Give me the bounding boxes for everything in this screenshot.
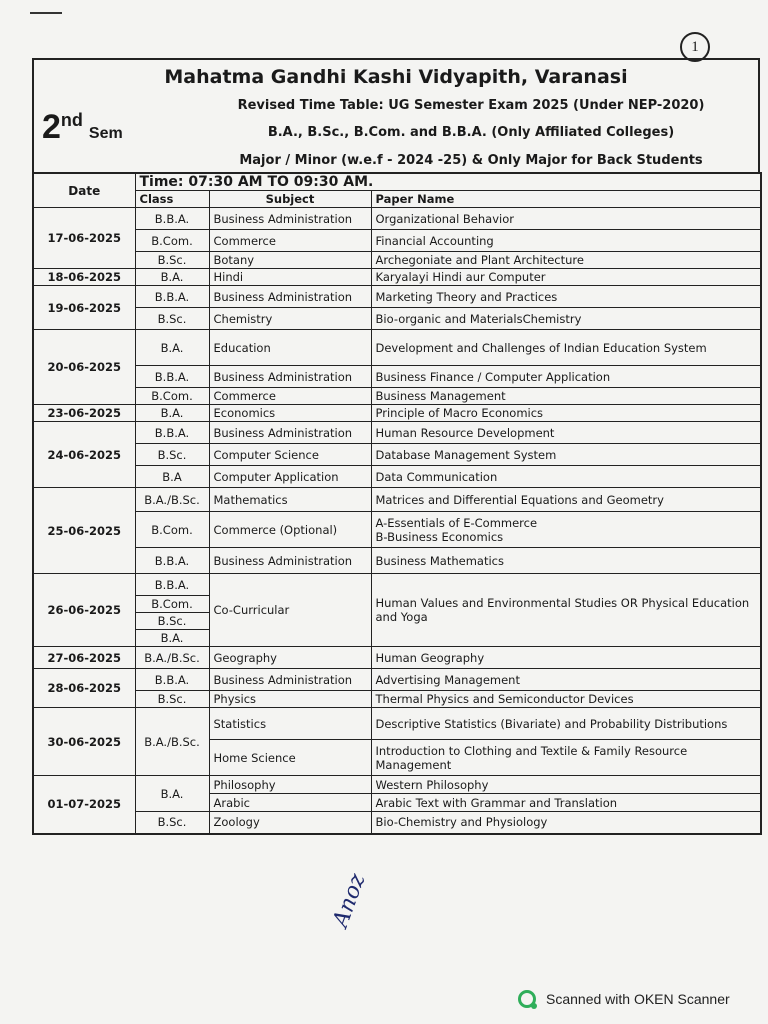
class-cell: B.Sc.	[135, 613, 209, 630]
class-cell: B.B.A.	[135, 366, 209, 388]
paper-name-cell: Principle of Macro Economics	[371, 405, 761, 422]
document-header	[32, 58, 760, 172]
semester-label	[42, 108, 123, 147]
paper-name-cell: Advertising Management	[371, 669, 761, 691]
paper-name-cell: Archegoniate and Plant Architecture	[371, 252, 761, 269]
table-row	[33, 574, 761, 596]
class-cell: B.Sc.	[135, 812, 209, 834]
column-header-date: Date	[33, 173, 135, 208]
timetable-document	[32, 58, 760, 835]
date-cell: 26-06-2025	[33, 574, 135, 647]
paper-name-cell: Bio-organic and MaterialsChemistry	[371, 308, 761, 330]
class-cell: B.A./B.Sc.	[135, 708, 209, 776]
table-row	[33, 776, 761, 794]
table-row	[33, 405, 761, 422]
table-row	[33, 691, 761, 708]
subject-cell: Arabic	[209, 794, 371, 812]
date-cell: 28-06-2025	[33, 669, 135, 708]
class-cell: B.A.	[135, 630, 209, 647]
class-cell: B.A	[135, 466, 209, 488]
subject-cell: Business Administration	[209, 669, 371, 691]
scanner-logo-icon	[518, 990, 536, 1008]
table-row	[33, 647, 761, 669]
exam-time: Time: 07:30 AM TO 09:30 AM.	[135, 173, 761, 191]
subject-cell: Commerce	[209, 230, 371, 252]
date-cell: 27-06-2025	[33, 647, 135, 669]
paper-name-cell: Descriptive Statistics (Bivariate) and Probability Distributions	[371, 708, 761, 740]
paper-name-cell: Business Mathematics	[371, 548, 761, 574]
table-row	[33, 512, 761, 548]
scanner-text: Scanned with OKEN Scanner	[546, 991, 730, 1007]
subject-cell: Economics	[209, 405, 371, 422]
paper-name-cell: Development and Challenges of Indian Education System	[371, 330, 761, 366]
paper-name-cell: Arabic Text with Grammar and Translation	[371, 794, 761, 812]
header-line-1: Revised Time Table: UG Semester Exam 2025 (Under NEP-2020)	[237, 98, 705, 113]
table-row	[33, 286, 761, 308]
table-row	[33, 488, 761, 512]
scanner-watermark	[518, 990, 730, 1008]
class-cell: B.A.	[135, 330, 209, 366]
subject-cell: Business Administration	[209, 548, 371, 574]
subject-cell: Statistics	[209, 708, 371, 740]
header-line-2: B.A., B.Sc., B.Com. and B.B.A. (Only Affiliated Colleges)	[267, 125, 675, 140]
timetable	[32, 172, 762, 835]
class-cell: B.Com.	[135, 230, 209, 252]
table-row	[33, 230, 761, 252]
paper-name-cell: Marketing Theory and Practices	[371, 286, 761, 308]
column-header-class: Class	[135, 191, 209, 208]
class-cell: B.Sc.	[135, 308, 209, 330]
table-row	[33, 388, 761, 405]
class-cell: B.B.A.	[135, 548, 209, 574]
class-cell: B.B.A.	[135, 286, 209, 308]
paper-name-cell: Human Geography	[371, 647, 761, 669]
table-row	[33, 708, 761, 740]
class-cell: B.A./B.Sc.	[135, 488, 209, 512]
class-cell: B.Com.	[135, 596, 209, 613]
class-cell: B.B.A.	[135, 208, 209, 230]
paper-name-line: B-Business Economics	[375, 529, 504, 544]
handwritten-signature: Anoz	[328, 870, 371, 931]
date-cell: 01-07-2025	[33, 776, 135, 834]
class-cell: B.B.A.	[135, 669, 209, 691]
column-header-subject: Subject	[209, 191, 371, 208]
subject-cell: Commerce	[209, 388, 371, 405]
subject-cell: Physics	[209, 691, 371, 708]
paper-name-cell: Western Philosophy	[371, 776, 761, 794]
date-cell: 17-06-2025	[33, 208, 135, 269]
paper-name-cell: Organizational Behavior	[371, 208, 761, 230]
table-row	[33, 812, 761, 834]
date-cell: 24-06-2025	[33, 422, 135, 488]
class-cell: B.Sc.	[135, 444, 209, 466]
subject-cell: Computer Science	[209, 444, 371, 466]
class-cell: B.A./B.Sc.	[135, 647, 209, 669]
semester-word: Sem	[88, 125, 123, 142]
class-cell: B.Sc.	[135, 252, 209, 269]
class-cell: B.Sc.	[135, 691, 209, 708]
subject-cell: Hindi	[209, 269, 371, 286]
subject-cell: Business Administration	[209, 366, 371, 388]
paper-name-cell: Introduction to Clothing and Textile & Family Resource Management	[371, 740, 761, 776]
timetable-body	[33, 208, 761, 834]
column-header-paper: Paper Name	[371, 191, 761, 208]
class-cell: B.B.A.	[135, 422, 209, 444]
pen-mark	[30, 12, 62, 14]
subject-cell: Co-Curricular	[209, 574, 371, 647]
table-row	[33, 330, 761, 366]
paper-name-cell: Human Resource Development	[371, 422, 761, 444]
date-cell: 23-06-2025	[33, 405, 135, 422]
date-cell: 25-06-2025	[33, 488, 135, 574]
table-row	[33, 669, 761, 691]
table-row	[33, 422, 761, 444]
subject-cell: Commerce (Optional)	[209, 512, 371, 548]
class-cell: B.A.	[135, 269, 209, 286]
subject-cell: Geography	[209, 647, 371, 669]
class-cell: B.Com.	[135, 512, 209, 548]
subject-cell: Education	[209, 330, 371, 366]
semester-suffix: nd	[60, 110, 83, 130]
subject-cell: Business Administration	[209, 208, 371, 230]
paper-name-cell: Matrices and Differential Equations and Geometry	[371, 488, 761, 512]
subject-cell: Philosophy	[209, 776, 371, 794]
page-number-mark: 1	[680, 32, 710, 62]
table-row	[33, 548, 761, 574]
date-cell: 18-06-2025	[33, 269, 135, 286]
table-row	[33, 308, 761, 330]
class-cell: B.Com.	[135, 388, 209, 405]
paper-name-cell: Business Finance / Computer Application	[371, 366, 761, 388]
paper-name-cell: Financial Accounting	[371, 230, 761, 252]
paper-name-cell: Data Communication	[371, 466, 761, 488]
table-row	[33, 269, 761, 286]
class-cell: B.B.A.	[135, 574, 209, 596]
date-cell: 19-06-2025	[33, 286, 135, 330]
subject-cell: Computer Application	[209, 466, 371, 488]
paper-name-cell	[371, 512, 761, 548]
paper-name-cell: Thermal Physics and Semiconductor Devices	[371, 691, 761, 708]
subject-cell: Home Science	[209, 740, 371, 776]
date-cell: 30-06-2025	[33, 708, 135, 776]
paper-name-cell: Bio-Chemistry and Physiology	[371, 812, 761, 834]
paper-name-cell: Database Management System	[371, 444, 761, 466]
header-line-3: Major / Minor (w.e.f - 2024 -25) & Only Major for Back Students	[239, 153, 703, 168]
subject-cell: Business Administration	[209, 286, 371, 308]
subject-cell: Chemistry	[209, 308, 371, 330]
table-row	[33, 208, 761, 230]
subject-cell: Business Administration	[209, 422, 371, 444]
semester-number: 2	[42, 108, 61, 146]
subject-cell: Botany	[209, 252, 371, 269]
table-row	[33, 444, 761, 466]
paper-name-cell: Business Management	[371, 388, 761, 405]
subject-cell: Mathematics	[209, 488, 371, 512]
class-cell: B.A.	[135, 776, 209, 812]
class-cell: B.A.	[135, 405, 209, 422]
date-cell: 20-06-2025	[33, 330, 135, 405]
table-row	[33, 252, 761, 269]
table-row	[33, 366, 761, 388]
paper-name-cell: Karyalayi Hindi aur Computer	[371, 269, 761, 286]
subject-cell: Zoology	[209, 812, 371, 834]
institution-title: Mahatma Gandhi Kashi Vidyapith, Varanasi	[164, 66, 628, 88]
table-row	[33, 466, 761, 488]
paper-name-cell: Human Values and Environmental Studies OR Physical Education and Yoga	[371, 574, 761, 647]
paper-name-line: A-Essentials of E-Commerce	[375, 515, 538, 530]
